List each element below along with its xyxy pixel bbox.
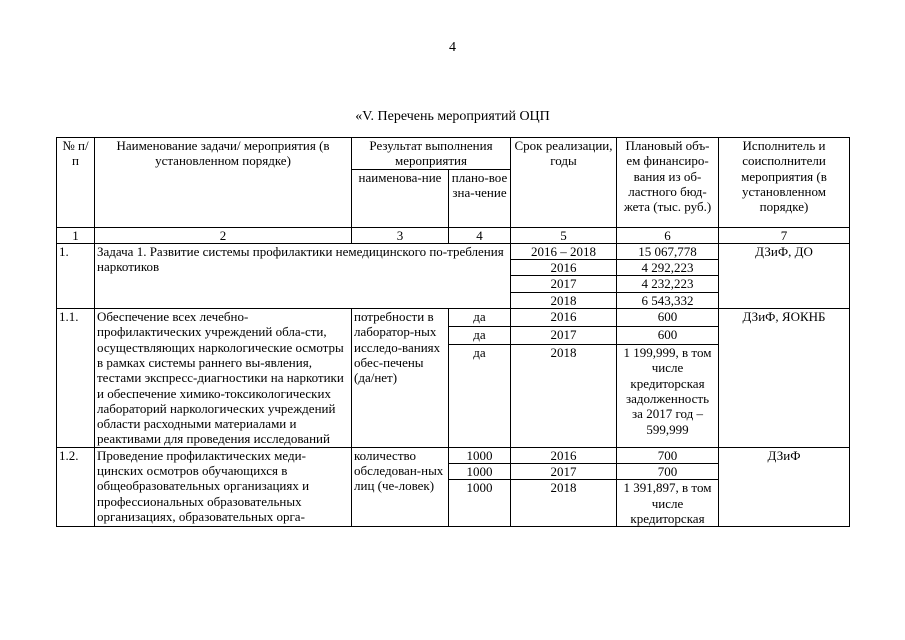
header-funding: Плановый объ-ем финансиро-вания из об-ластного бюд-жета (тыс. руб.) <box>617 138 719 228</box>
item11-funding: 600 <box>617 309 719 327</box>
item11-year: 2017 <box>511 327 617 345</box>
task1-funding: 4 292,223 <box>617 260 719 276</box>
item11-num: 1.1. <box>57 309 95 448</box>
task1-year: 2016 – 2018 <box>511 243 617 259</box>
item12-result-name: количество обследован-ных лиц (че-ловек) <box>352 447 449 526</box>
item11-plan: да <box>449 309 511 327</box>
header-result-plan: плано-вое зна-чение <box>449 169 511 227</box>
item11-text: Обеспечение всех лечебно-профилактических учреждений обла-сти, осуществляющих наркологические осмотры в рамках системы раннего вы-явления, тестами экспресс-диагностики на наркотики и обеспечение химико-токсикологических лабораторий наркологических учреждений области расходными материалами и реактивами для проведения исследований <box>95 309 352 448</box>
item12-row <box>57 447 850 463</box>
header-result-name: наименова-ние <box>352 169 449 227</box>
page-number: 4 <box>449 40 456 55</box>
task1-text: Задача 1. Развитие системы профилактики немедицинского по-требления наркотиков <box>95 243 511 308</box>
header-num: № п/п <box>57 138 95 228</box>
item12-funding: 1 391,897, в том числе кредиторская <box>617 480 719 527</box>
task1-year: 2018 <box>511 292 617 308</box>
task1-year: 2016 <box>511 260 617 276</box>
item11-plan: да <box>449 345 511 448</box>
header-result: Результат выполнения мероприятия <box>352 138 511 170</box>
item12-funding: 700 <box>617 464 719 480</box>
item12-plan: 1000 <box>449 447 511 463</box>
item11-plan: да <box>449 327 511 345</box>
task1-executor: ДЗиФ, ДО <box>719 243 850 308</box>
item12-year: 2018 <box>511 480 617 527</box>
item11-funding: 600 <box>617 327 719 345</box>
item12-executor: ДЗиФ <box>719 447 850 526</box>
measures-table <box>56 137 850 527</box>
col-number: 3 <box>352 227 449 243</box>
header-row-1 <box>57 138 850 170</box>
item12-num: 1.2. <box>57 447 95 526</box>
item11-row <box>57 309 850 327</box>
task1-row <box>57 243 850 259</box>
column-numbers-row <box>57 227 850 243</box>
item12-plan: 1000 <box>449 464 511 480</box>
item11-funding: 1 199,999, в том числе кредиторская задолженность за 2017 год – 599,999 <box>617 345 719 448</box>
item11-year: 2018 <box>511 345 617 448</box>
item12-text: Проведение профилактических меди-цинских осмотров обучающихся в общеобразовательных организациях и профессиональных образовательных организациях, образовательных орга- <box>95 447 352 526</box>
header-term: Срок реализации, годы <box>511 138 617 228</box>
task1-funding: 15 067,778 <box>617 243 719 259</box>
item12-year: 2017 <box>511 464 617 480</box>
measures-table-wrapper <box>56 137 850 527</box>
col-number: 2 <box>95 227 352 243</box>
col-number: 6 <box>617 227 719 243</box>
header-name: Наименование задачи/ мероприятия (в установленном порядке) <box>95 138 352 228</box>
col-number: 4 <box>449 227 511 243</box>
item12-year: 2016 <box>511 447 617 463</box>
task1-funding: 4 232,223 <box>617 276 719 292</box>
item11-result-name: потребности в лаборатор-ных исследо-ваниях обес-печены (да/нет) <box>352 309 449 448</box>
item11-year: 2016 <box>511 309 617 327</box>
item11-executor: ДЗиФ, ЯОКНБ <box>719 309 850 448</box>
task1-funding: 6 543,332 <box>617 292 719 308</box>
task1-num: 1. <box>57 243 95 308</box>
item12-plan: 1000 <box>449 480 511 527</box>
col-number: 5 <box>511 227 617 243</box>
col-number: 7 <box>719 227 850 243</box>
task1-year: 2017 <box>511 276 617 292</box>
header-executor: Исполнитель и соисполнители мероприятия (в установленном порядке) <box>719 138 850 228</box>
col-number: 1 <box>57 227 95 243</box>
item12-funding: 700 <box>617 447 719 463</box>
section-title: «V. Перечень мероприятий ОЦП <box>355 109 550 124</box>
